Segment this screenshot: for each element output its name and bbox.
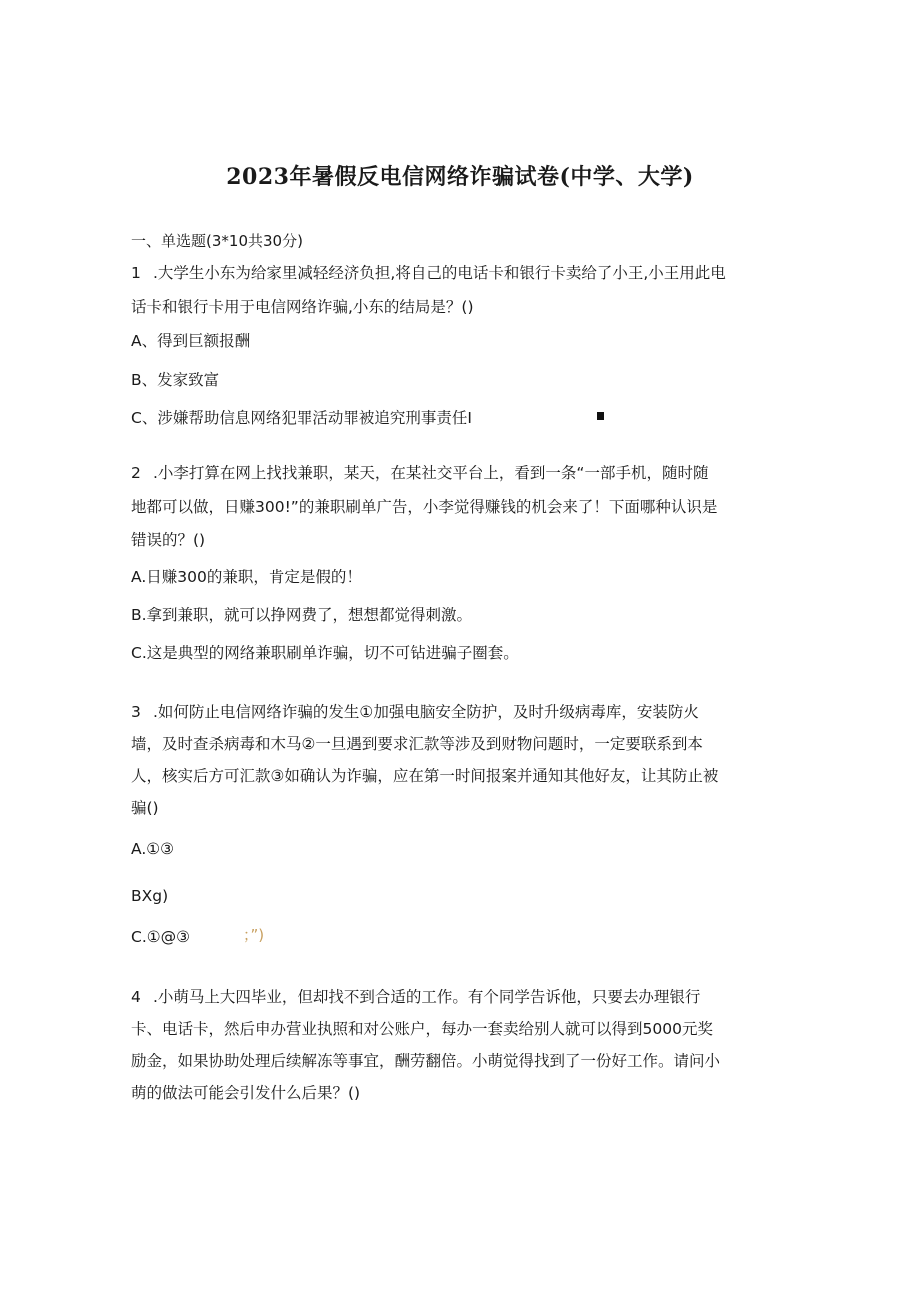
- page-title: 2023年暑假反电信网络诈骗试卷(中学、大学): [226, 164, 694, 190]
- question-3-line-3: 人，核实后方可汇款③如确认为诈骗，应在第一时间报案并通知其他好友，让其防止被: [131, 767, 719, 785]
- question-4-line-3: 励金，如果协助处理后续解冻等事宜，酬劳翻倍。小萌觉得找到了一份好工作。请问小: [131, 1052, 721, 1070]
- faint-scan-mark: ；”): [243, 926, 265, 944]
- question-2-option-b: B.拿到兼职，就可以挣网费了，想想都觉得刺激。: [131, 606, 473, 624]
- question-3-text-1: .如何防止电信网络诈骗的发生①加强电脑安全防护，及时升级病毒库，安装防火: [153, 703, 699, 721]
- question-1-option-c: C、涉嫌帮助信息网络犯罪活动罪被追究刑事责任I: [131, 409, 472, 427]
- section-heading: 一、单选题(3*10共30分): [131, 232, 303, 250]
- question-2-line-2: 地都可以做，日赚300!”的兼职刷单广告，小李觉得赚钱的机会来了！下面哪种认识是: [131, 498, 718, 516]
- question-3-line-1: [131, 701, 699, 723]
- question-2-option-a: A.日赚300的兼职，肯定是假的！: [131, 568, 362, 586]
- question-4-line-1: [131, 986, 700, 1008]
- question-4-number: 4: [131, 988, 141, 1006]
- question-4-line-4: 萌的做法可能会引发什么后果？(): [131, 1084, 361, 1102]
- question-2-line-3: 错误的？(): [131, 531, 206, 549]
- question-3-option-c: C.①@③: [131, 928, 191, 946]
- black-square-icon: [597, 412, 604, 420]
- question-3-number: 3: [131, 703, 141, 721]
- question-1-line-2: 话卡和银行卡用于电信网络诈骗,小东的结局是？(): [131, 298, 474, 316]
- question-2-text-1: .小李打算在网上找找兼职，某天，在某社交平台上，看到一条“一部手机，随时随: [153, 464, 709, 482]
- question-1-text-1: .大学生小东为给家里减轻经济负担,将自己的电话卡和银行卡卖给了小王,小王用此电: [153, 264, 726, 282]
- question-2-option-c: C.这是典型的网络兼职刷单诈骗，切不可钻进骗子圈套。: [131, 644, 519, 662]
- question-1-line-1: [131, 262, 726, 284]
- question-3-option-a: A.①③: [131, 840, 175, 858]
- question-2-line-1: [131, 462, 708, 484]
- question-4-line-2: 卡、电话卡，然后申办营业执照和对公账户，每办一套卖给别人就可以得到5000元奖: [131, 1020, 713, 1038]
- question-1-option-a: A、得到巨额报酬: [131, 332, 251, 350]
- question-3-option-b: BXg): [131, 887, 169, 905]
- question-1-option-b: B、发家致富: [131, 371, 220, 389]
- question-3-line-4: 骗(): [131, 799, 159, 817]
- question-3-line-2: 墙，及时查杀病毒和木马②一旦遇到要求汇款等涉及到财物问题时，一定要联系到本: [131, 735, 703, 753]
- question-2-number: 2: [131, 464, 141, 482]
- question-1-number: 1: [131, 264, 141, 282]
- question-4-text-1: .小萌马上大四毕业，但却找不到合适的工作。有个同学告诉他，只要去办理银行: [153, 988, 701, 1006]
